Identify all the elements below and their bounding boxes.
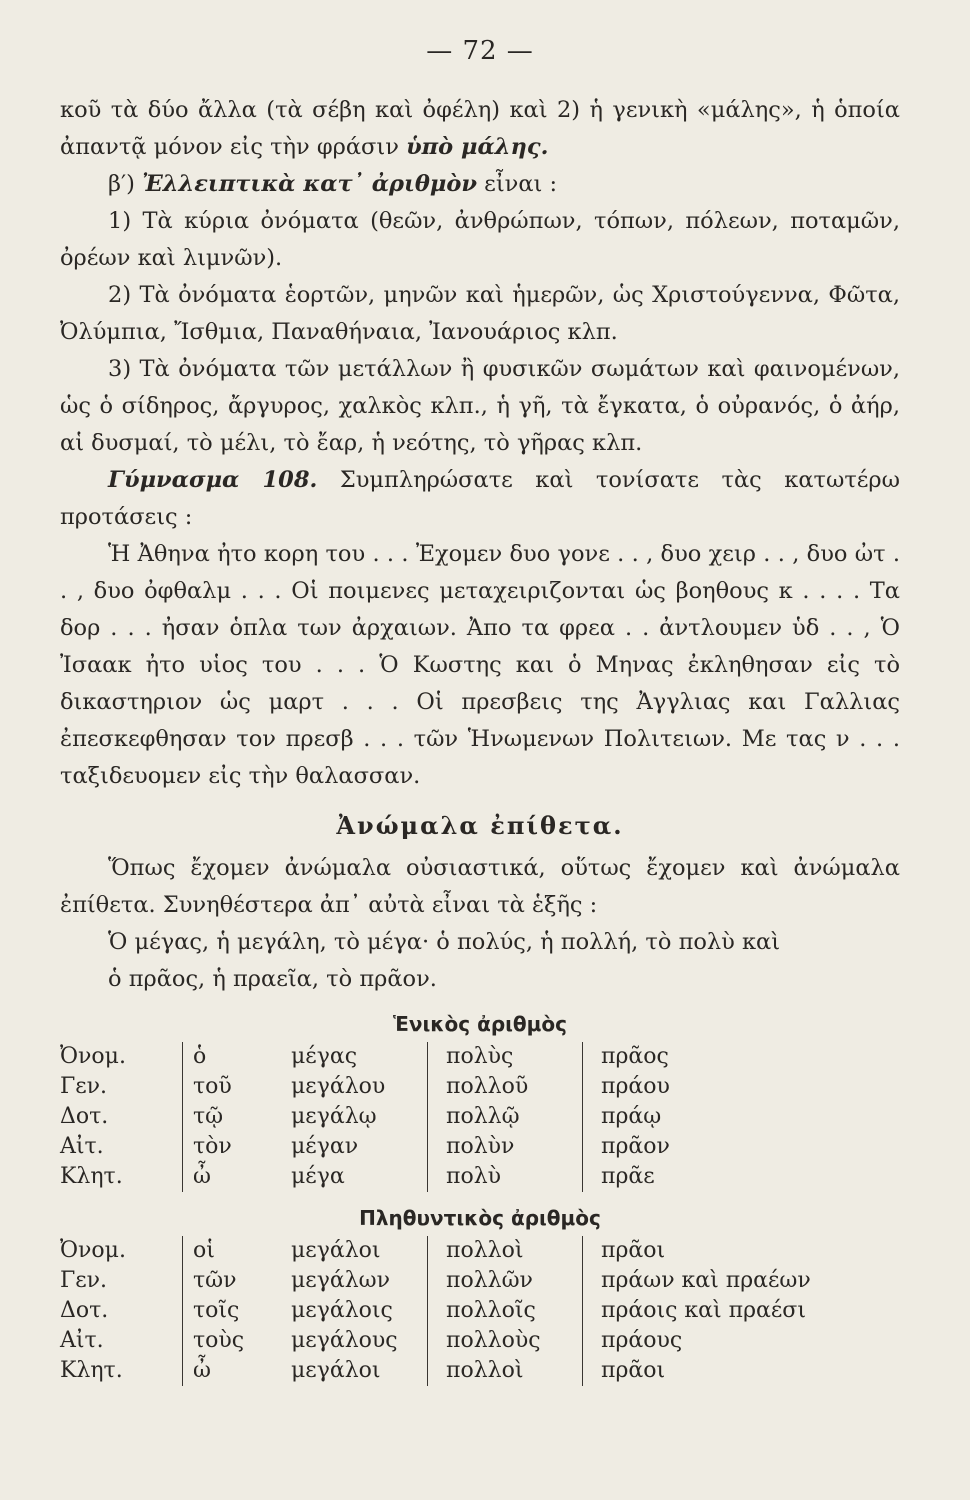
cell-art: τοῖς [183,1296,282,1326]
cell-adj2: πολὺ [428,1162,583,1192]
table-row [60,1162,851,1192]
cell-art: ὦ [183,1162,282,1192]
cell-adj1: μέγας [281,1042,428,1072]
plural-declension-table [60,1236,851,1386]
subheading-elliptic [60,166,900,203]
exercise-instruction: Συμπληρώσατε καὶ τονίσατε τὰς κατωτέρω προτάσεις : [60,467,900,530]
cell-adj3: πράοις καὶ πραέσι [601,1298,806,1323]
irregular-intro: Ὅπως ἔχομεν ἀνώμαλα οὐσιαστικά, οὕτως ἔχομεν καὶ ἀνώμαλα ἐπίθετα. Συνηθέστερα ἀπ᾽ αὐτὰ εἶναι τὰ ἑξῆς : [60,855,900,918]
cell-case: Δοτ. [60,1104,109,1129]
cell-art: οἱ [183,1236,282,1266]
cell-adj2: πολλοὶ [428,1356,583,1386]
exercise-label: Γύμνασμα 108. [108,467,318,493]
table-row [60,1356,851,1386]
section-title: Ἀνώμαλα ἐπίθετα. [336,811,624,840]
table-row [60,1296,851,1326]
cell-adj2: πολλῶν [428,1266,583,1296]
emphasis-phrase: ὑπὸ μάλης. [406,134,549,160]
cell-adj2: πολὺν [428,1132,583,1162]
cell-case: Γεν. [60,1268,108,1293]
cell-adj1: μεγάλου [281,1072,428,1102]
cell-adj1: μεγάλῳ [281,1102,428,1132]
cell-adj1: μέγα [281,1162,428,1192]
cell-case: Γεν. [60,1074,108,1099]
cell-adj1: μεγάλοις [281,1296,428,1326]
cell-adj3: πράους [601,1328,683,1353]
cell-case: Κλητ. [60,1358,123,1383]
list-item-2: 2) Τὰ ὀνόματα ἑορτῶν, μηνῶν καὶ ἡμερῶν, ὡς Χριστούγεννα, Φῶτα, Ὀλύμπια, Ἴσθμια, Παναθήναια, Ἰανουάριος κλπ. [60,282,900,345]
table-row [60,1102,851,1132]
table-row [60,1326,851,1356]
cell-adj3: πράου [601,1074,670,1099]
table-row [60,1266,851,1296]
cell-adj3: πρᾶοι [601,1238,666,1263]
cell-adj1: μεγάλοι [281,1356,428,1386]
irregular-forms-line-1: Ὁ μέγας, ἡ μεγάλη, τὸ μέγα· ὁ πολύς, ἡ πολλή, τὸ πολὺ καὶ [108,929,781,955]
cell-adj3: πράων καὶ πραέων [601,1268,811,1293]
irregular-forms-line-2: ὁ πρᾶος, ἡ πραεῖα, τὸ πρᾶον. [108,966,437,992]
cell-adj1: μεγάλους [281,1326,428,1356]
cell-adj2: πολλοῦ [428,1072,583,1102]
singular-declension-table [60,1042,851,1192]
cell-art: τοῦ [183,1072,282,1102]
cell-adj2: πολλοῖς [428,1296,583,1326]
cell-case: Αἰτ. [60,1134,104,1159]
cell-adj1: μεγάλοι [281,1236,428,1266]
cell-art: τῶν [183,1266,282,1296]
paragraph-text: κοῦ τὰ δύο ἄλλα (τὰ σέβη καὶ ὀφέλη) καὶ 2) ἡ γενικὴ «μάλης», ἡ ὁποία ἀπαντᾷ μόνον εἰς τὴν φράσιν [60,97,900,160]
cell-adj1: μέγαν [281,1132,428,1162]
exercise-intro [60,462,900,536]
page-number: — 72 — [426,36,534,66]
singular-table-title: Ἑνικὸς ἀριθμὸς [393,1012,567,1036]
cell-adj2: πολλοὺς [428,1326,583,1356]
cell-case: Ὀνομ. [60,1238,126,1263]
subheading-tail: εἶναι : [484,171,558,197]
cell-case: Δοτ. [60,1298,109,1323]
exercise-text: Ἡ Ἀθηνα ἠτο κορη του . . . Ἐχομεν δυο γονε . . , δυο χειρ . . , δυο ὠτ . . , δυο ὀφθαλμ . . . Οἱ ποιμενες μεταχειριζονται ὡς βοηθους κ . . . . Τα δορ . . . ἠσαν ὁπλα των ἀρχαιων. Ἀπο τα φρεα . . ἀντλουμεν ὑδ . . , Ὁ Ἰσαακ ἠτο υἱος του . . . Ὁ Κωστης και ὁ Μηνας ἐκληθησαν εἰς τὸ δικαστηριον ὡς μαρτ . . . Οἱ πρεσβεις της Ἀγγλιας και Γαλλιας ἐπεσκεφθησαν τον πρεσβ . . . τῶν Ἡνωμενων Πολιτειων. Με τας ν . . . ταξιδευομεν εἰς τὴν θαλασσαν. [60,541,900,789]
paragraph-continuation [60,92,900,166]
cell-case: Αἰτ. [60,1328,104,1353]
cell-adj3: πράῳ [601,1104,662,1129]
cell-adj3: πρᾶε [601,1164,655,1189]
cell-adj2: πολλῷ [428,1102,583,1132]
cell-art: τοὺς [183,1326,282,1356]
table-row [60,1236,851,1266]
cell-case: Ὀνομ. [60,1044,126,1069]
cell-case: Κλητ. [60,1164,123,1189]
table-row [60,1042,851,1072]
cell-adj3: πρᾶον [601,1134,670,1159]
subheading-title: Ἐλλειπτικὰ κατ᾽ ἀριθμὸν [142,171,477,197]
cell-art: ὁ [183,1042,282,1072]
cell-adj1: μεγάλων [281,1266,428,1296]
cell-adj3: πρᾶοι [601,1358,666,1383]
cell-art: ὦ [183,1356,282,1386]
plural-table-title: Πληθυντικὸς ἀριθμὸς [359,1206,601,1230]
list-item-3: 3) Τὰ ὀνόματα τῶν μετάλλων ἢ φυσικῶν σωμάτων καὶ φαινομένων, ὡς ὁ σίδηρος, ἄργυρος, χαλκὸς κλπ., ἡ γῆ, τὰ ἔγκατα, ὁ οὐρανός, ὁ ἀήρ, αἱ δυσμαί, τὸ μέλι, τὸ ἔαρ, ἡ νεότης, τὸ γῆρας κλπ. [60,356,900,456]
table-row [60,1132,851,1162]
cell-art: τὸν [183,1132,282,1162]
cell-adj3: πρᾶος [601,1044,669,1069]
subheading-label: β′) [108,171,135,197]
cell-adj2: πολὺς [428,1042,583,1072]
cell-adj2: πολλοὶ [428,1236,583,1266]
cell-art: τῷ [183,1102,282,1132]
table-row [60,1072,851,1102]
list-item-1: 1) Τὰ κύρια ὀνόματα (θεῶν, ἀνθρώπων, τόπων, πόλεων, ποταμῶν, ὀρέων καὶ λιμνῶν). [60,208,900,271]
